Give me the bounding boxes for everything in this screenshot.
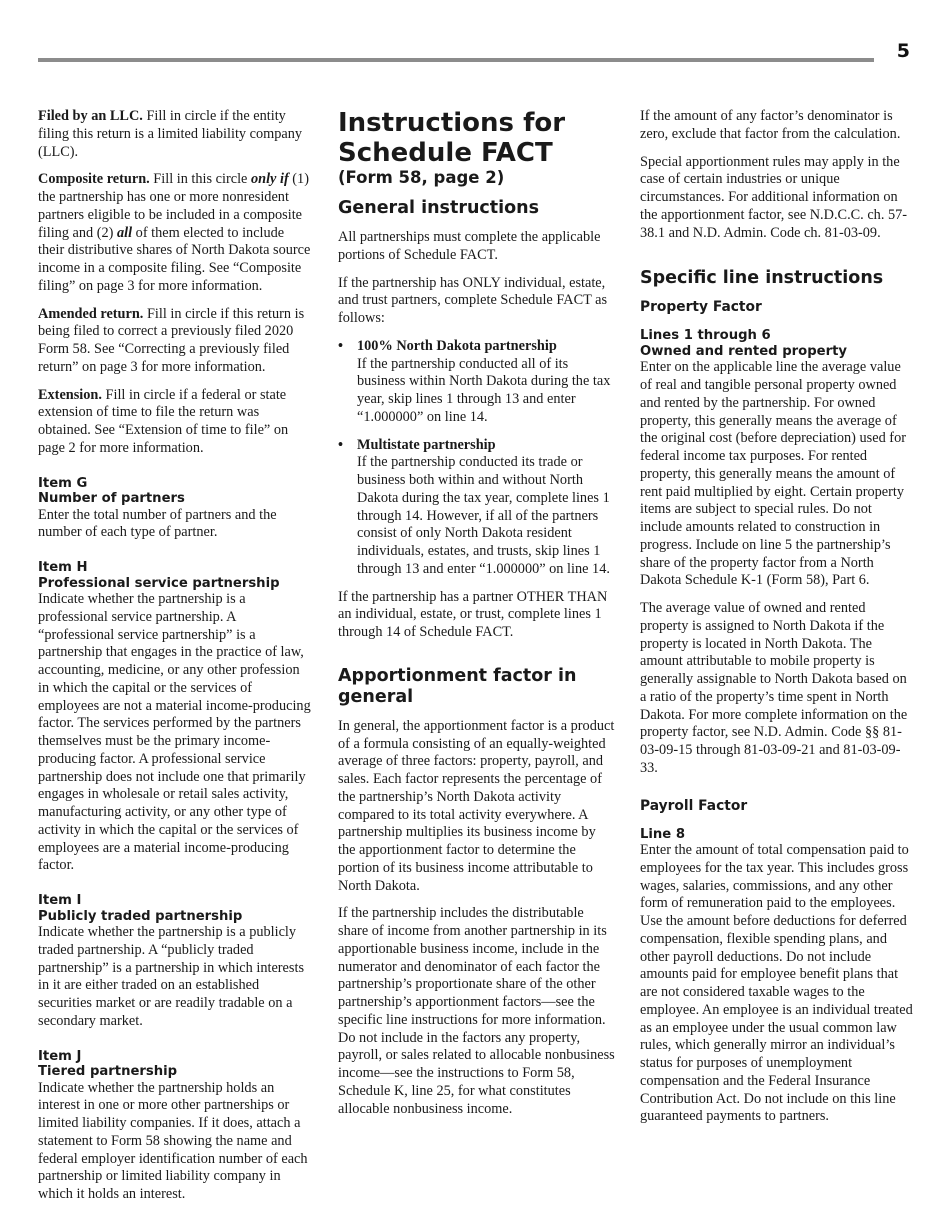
apportionment-heading: Apportionment factor in general [338,665,577,707]
page-title-line-2: Schedule FACT [338,138,553,168]
item-g-label: Item G [38,475,88,491]
composite-return-paragraph [38,171,312,295]
right-column [640,108,916,1136]
item-g-section [38,476,312,543]
item-h-text: Indicate whether the partnership is a professional service partnership. A “professional service partnership” is a partnership that engages in the practice of law, accounting, medicine, or any other profession in which the capital or the services of employees are not a material income-producing factor. The services performed by the partners themselves must be the primary income-producing factor. A professional service partnership does not include one that primarily engages in wholesale or retail sales activity, manufacturing activity, or any other type of activity in which the capital or the services of employees are a material income-producing factor. [38,591,311,874]
item-h-heading: Professional service partnership [38,575,280,591]
property-paragraph-2: The average value of owned and rented property is assigned to North Dakota if the property is located in North Dakota. The amount attributable to mobile property is generally assignable to North Dakota based on a ratio of the property’s time spent in North Dakota. For more complete information on the property factor, see N.D. Admin. Code §§ 81-03-09-15 through 81-03-09-21 and 81-03-09-33. [640,600,908,776]
apportionment-paragraph-1: In general, the apportionment factor is a product of a formula consisting of an equally-weighted average of three factors: property, payroll, and sales. Each factor represents the percentage of the partnership’s North Dakota activity compared to its total activity everywhere. A partnership multiplies its business income by the apportionment factor to determine the portion of its business income attributable to North Dakota. [338,717,615,894]
list-item [338,338,616,427]
amended-return-paragraph [38,306,312,377]
bullet-marker: • [338,337,344,354]
header-rule [38,58,874,62]
property-paragraph-1: Enter on the applicable line the average value of real and tangible personal property owned and rented by the partnership. For owned property, this generally means the average of the original cost (before depreciation) used for federal income tax purposes. For rented property, this generally means the amount of rent paid multiplied by eight. Certain property items are subject to special rules. Do not include amounts related to construction in progress. Include on line 5 the partnership’s share of the property factor from a North Dakota Schedule K-1 (Form 58), Part 6. [640,359,906,589]
page-title-line-1: Instructions for [338,108,566,138]
owned-rented-heading: Owned and rented property [640,343,847,359]
left-column [38,108,312,1214]
amended-return-label: Amended return. [38,305,144,322]
item-h-section [38,560,312,875]
composite-all: all [117,224,133,241]
bullet-text: If the partnership conducted all of its business within North Dakota during the tax year, skip lines 1 through 13 and enter “1.000000” on line 14. [357,355,611,425]
composite-text-2: (1) the partnership has one or more nonresident partners eligible to be included in a composite filing and (2) [38,171,309,241]
middle-column [338,108,616,1128]
property-factor-heading: Property Factor [640,299,762,316]
bullet-heading: Multistate partnership [357,436,496,453]
denominator-paragraph: If the amount of any factor’s denominator is zero, exclude that factor from the calculation. [640,108,901,142]
item-i-text: Indicate whether the partnership is a publicly traded partnership. A “publicly traded partnership” is a partnership in which interests in it are either traded on an established securities market or are readily tradable on a secondary market. [38,924,305,1029]
composite-text-1: Fill in this circle [149,171,251,188]
filed-by-llc-text: Fill in circle if the entity filing this return is a limited liability company (LLC). [38,108,303,160]
schedule-fact-options-list [338,338,616,579]
composite-only: only [250,171,277,188]
specific-line-instructions-heading: Specific line instructions [640,268,884,289]
general-paragraph-1: All partnerships must complete the applicable portions of Schedule FACT. [338,229,601,263]
bullet-text: If the partnership conducted its trade or business both within and without North Dakota during the tax year, complete lines 1 through 14. However, if all of the partners consist of only North Dakota resident individuals, estates, and trusts, skip lines 1 through 13 and enter “1.000000” on line 14. [357,454,610,577]
extension-text: Fill in circle if a federal or state extension of time to file the return was obtained. See “Extension of time to file” on page 2 for more information. [38,386,289,456]
item-g-heading: Number of partners [38,491,185,506]
item-j-text: Indicate whether the partnership holds an interest in one or more other partnerships or limited liability companies. If it does, attach a statement to Form 58 showing the name and federal employer identification number of each partnership or limited liability company in which it holds an interest. [38,1079,308,1202]
item-j-label: Item J [38,1048,82,1064]
amended-return-text: Fill in circle if this return is being filed to correct a previously filed 2020 Form 58. See “Correcting a previously filed return” on page 3 for more information. [38,305,305,375]
bullet-marker: • [338,436,344,453]
item-i-label: Item I [38,893,82,908]
item-i-heading: Publicly traded partnership [38,908,243,924]
item-i-section [38,893,312,1031]
composite-if: if [279,171,289,188]
general-paragraph-3: If the partnership has a partner OTHER THAN an individual, estate, or trust, complete lines 1 through 14 of Schedule FACT. [338,588,608,640]
list-item [338,437,616,579]
item-h-label: Item H [38,560,88,575]
lines-1-6-label: Lines 1 through 6 [640,328,771,344]
page-subtitle: (Form 58, page 2) [338,168,505,187]
bullet-heading: 100% North Dakota partnership [357,337,557,354]
extension-label: Extension. [38,386,102,403]
general-paragraph-2: If the partnership has ONLY individual, estate, and trust partners, complete Schedule FACT as follows: [338,274,608,326]
apportionment-paragraph-2: If the partnership includes the distributable share of income from another partnership in its apportionable business income, include in the numerator and denominator of each factor the partnership’s proportionate share of the other partnership’s apportionment factors—see the specific line instructions for more information. Do not include in the factors any property, payroll, or sales related to allocable nonbusiness income—see the instructions to Form 58, Schedule K, line 25, for what constitutes allocable nonbusiness income. [338,905,615,1117]
page-number: 5 [896,40,910,62]
item-j-heading: Tiered partnership [38,1064,178,1079]
item-j-section [38,1049,312,1204]
general-instructions-heading: General instructions [338,198,540,218]
special-rules-paragraph: Special apportionment rules may apply in the case of certain industries or unique circumstances. For additional information on the apportionment factor, see N.D.C.C. ch. 57-38.1 and N.D. Admin. Code ch. 81-03-09. [640,153,908,241]
filed-by-llc-paragraph [38,108,312,161]
filed-by-llc-label: Filed by an LLC. [38,108,143,124]
payroll-factor-heading: Payroll Factor [640,797,748,814]
composite-text-3: of them elected to include their distributive shares of North Dakota source income in a composite filing. See “Composite filing” on page 3 for more information. [38,224,311,294]
composite-return-label: Composite return. [38,171,150,188]
extension-paragraph [38,387,312,458]
line-8-label: Line 8 [640,826,686,842]
item-g-text: Enter the total number of partners and the number of each type of partner. [38,506,277,541]
payroll-paragraph: Enter the amount of total compensation paid to employees for the tax year. This includes gross wages, salaries, commissions, and any other form of remuneration paid to the employees. Use the amount before deductions for deferred compensation, flexible spending plans, and other payroll deductions. Do not include amounts paid for employee benefit plans that are not considered taxable wages to the employee. An employee is an individual treated as an employee under the usual common law rules, which generally mirror an individual’s status for purposes of unemployment compensation and the Federal Insurance Contribution Act. Do not include on this line guaranteed payments to partners. [640,842,913,1125]
